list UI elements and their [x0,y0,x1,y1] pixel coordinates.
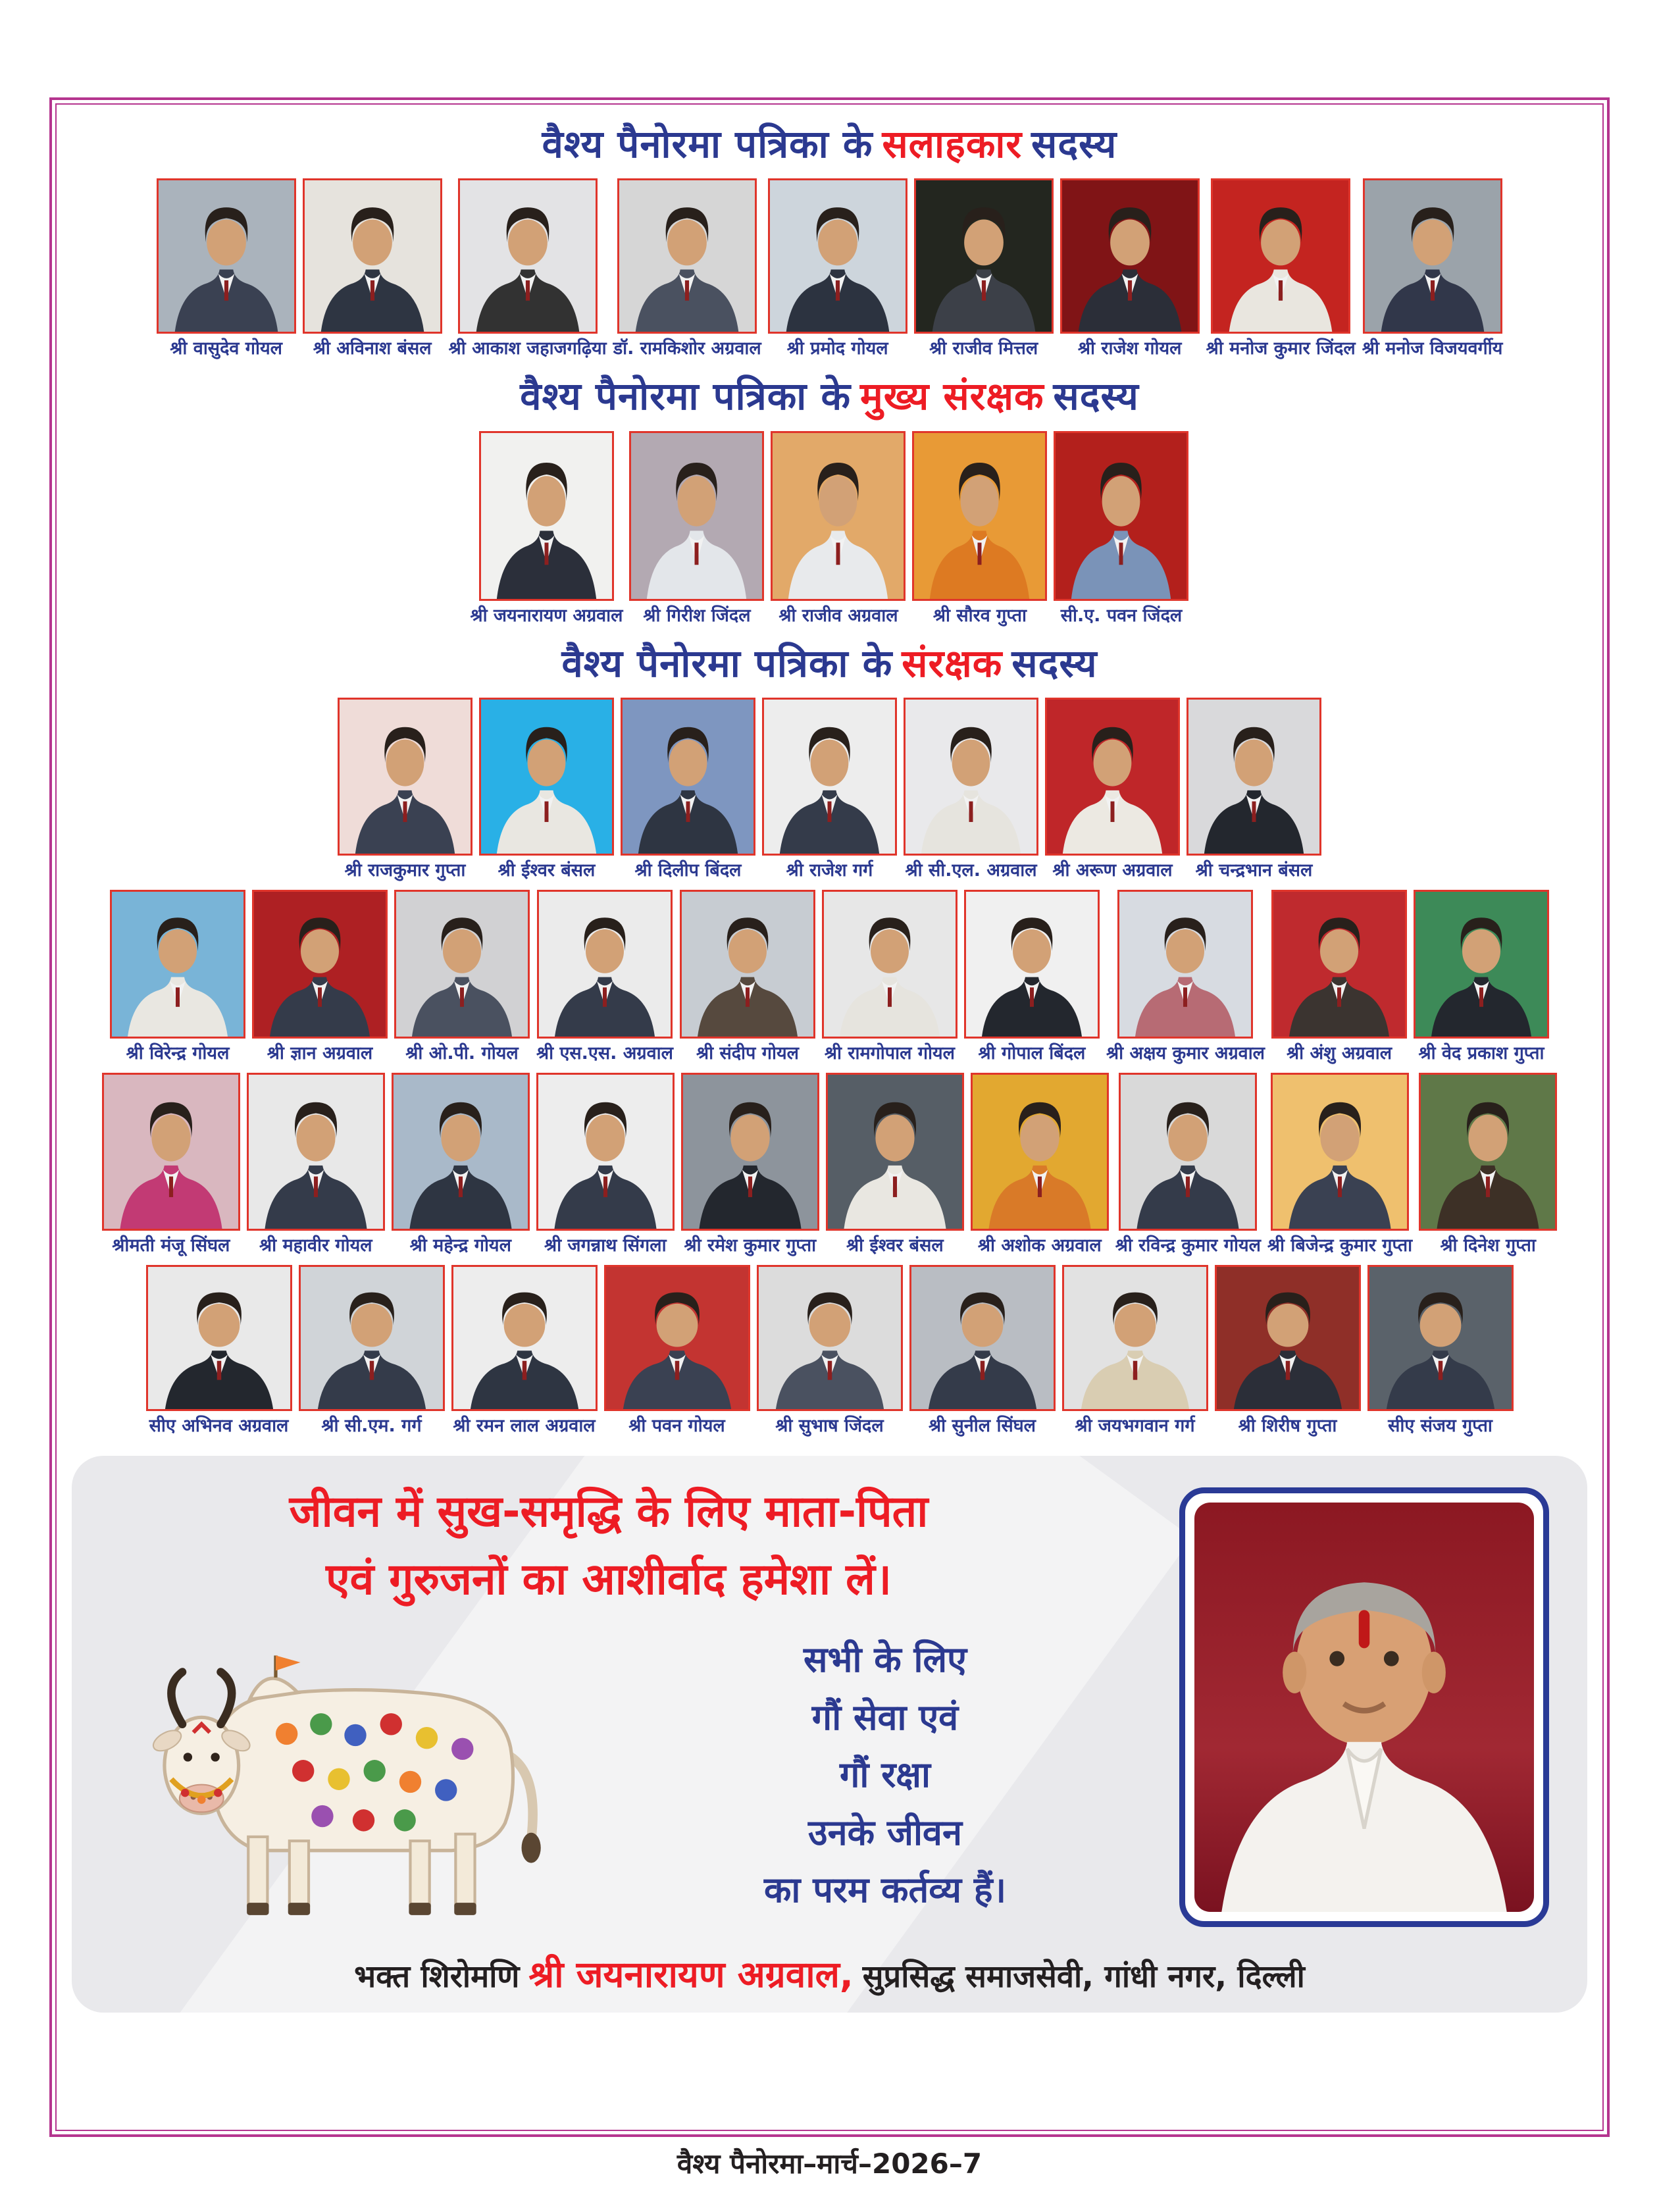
member-name: श्री शिरीष गुप्ता [1238,1416,1337,1437]
member-card [680,890,815,1064]
member-card [604,1265,750,1436]
member-name: श्री संदीप गोयल [696,1043,799,1064]
member-name: श्री राजेश गोयल [1077,338,1182,359]
member-card [536,1073,675,1256]
quote-line: का परम कर्तव्य हैं। [763,1869,1007,1911]
member-card [1115,1073,1261,1256]
member-name: श्री जयनारायण अग्रवाल [470,605,623,626]
member-name: श्री ईश्वर बंसल [846,1235,944,1256]
ad-headline-line1: जीवन में सुख-समृद्धि के लिए माता-पिता [289,1486,929,1537]
member-card [771,431,906,626]
member-name: श्री आकाश जहाजगढ़िया [448,338,607,359]
member-name: श्री सुनील सिंघल [929,1416,1036,1437]
member-card [1062,1265,1208,1436]
member-name: श्री रविन्द्र कुमार गोयल [1115,1235,1261,1256]
member-photo [680,890,815,1039]
member-name: श्री रमन लाल अग्रवाल [453,1416,596,1437]
member-photo [392,1073,530,1231]
member-card [110,890,245,1064]
member-photo [458,178,598,334]
member-card [1362,178,1503,359]
quote-line: गौं रक्षा [840,1754,931,1796]
member-name: श्री महावीर गोयल [259,1235,372,1256]
section-chief-patrons [52,372,1607,625]
caption-suffix: सुप्रसिद्ध समाजसेवी, गांधी नगर, दिल्ली [862,1959,1305,1995]
member-card [479,698,614,881]
member-photo [621,698,755,856]
member-photo [1211,178,1350,334]
member-card [338,698,472,881]
member-photo [681,1073,819,1231]
member-photo [157,178,296,334]
member-name: श्री जगन्नाथ सिंगला [544,1235,667,1256]
cow-illustration [102,1617,609,1933]
heading-suffix: सदस्य [1053,374,1139,419]
member-card [1414,890,1549,1064]
member-photo [252,890,388,1039]
caption-prefix: भक्त शिरोमणि [354,1959,520,1995]
member-name: श्री वासुदेव गोयल [170,338,282,359]
member-photo [1363,178,1502,334]
member-card [1267,1073,1412,1256]
portrait-frame [1179,1487,1549,1927]
photo-row [52,1073,1607,1256]
member-name: श्री जयभगवान गर्ग [1075,1416,1195,1437]
ad-caption [72,1949,1587,1998]
member-card [146,1265,292,1436]
member-photo [1215,1265,1361,1411]
member-name: श्री गिरीश जिंदल [643,605,751,626]
member-card [1206,178,1356,359]
member-name: श्री राजकुमार गुप्ता [344,860,466,881]
member-name: श्री एस.एस. अग्रवाल [536,1043,673,1064]
member-name: श्री ज्ञान अग्रवाल [267,1043,373,1064]
member-photo [909,1265,1056,1411]
member-name: श्री वेद प्रकाश गुप्ता [1418,1043,1544,1064]
photo-row [52,698,1607,881]
member-photo [971,1073,1109,1231]
member-name: श्री महेन्द्र गोयल [409,1235,511,1256]
photo-row [52,1265,1607,1436]
member-card [613,178,761,359]
member-card [449,178,607,359]
member-name: श्री चन्द्रभान बंसल [1195,860,1313,881]
member-card [757,1265,903,1436]
member-card [762,698,897,881]
member-name: श्रीमती मंजू सिंघल [112,1235,230,1256]
member-photo [102,1073,240,1231]
heading-chief-patrons [52,372,1607,421]
member-photo [1367,1265,1514,1411]
member-card [768,178,907,359]
member-photo [1119,1073,1257,1231]
member-card [299,1265,445,1436]
member-name: सीए संजय गुप्ता [1388,1416,1493,1437]
member-name: श्री सी.एम. गर्ग [321,1416,422,1437]
member-photo [1060,178,1200,334]
member-name: श्री अंशु अग्रवाल [1286,1043,1392,1064]
section-patrons [52,639,1607,1437]
member-name: श्री राजीव मित्तल [929,338,1038,359]
member-card [157,178,296,359]
member-photo [299,1265,445,1411]
member-photo [617,178,757,334]
member-card [536,890,673,1064]
member-photo [303,178,442,334]
member-name: श्री अरूण अग्रवाल [1052,860,1173,881]
member-photo [1271,1073,1409,1231]
member-photo [912,431,1047,601]
member-photo [1062,1265,1208,1411]
member-photo [771,431,906,601]
member-name: श्री बिजेन्द्र कुमार गुप्ता [1267,1235,1413,1256]
member-card [1045,698,1180,881]
heading-prefix: वैश्य पैनोरमा पत्रिका के [542,122,873,167]
member-card [909,1265,1056,1436]
member-name: श्री दिलीप बिंदल [634,860,742,881]
member-photo [1054,431,1188,601]
member-photo [904,698,1038,856]
member-card [964,890,1100,1064]
member-name: श्री विरेन्द्र गोयल [126,1043,230,1064]
member-card [826,1073,964,1256]
member-card [102,1073,240,1256]
member-name: श्री प्रमोद गोयल [786,338,888,359]
member-card [1054,431,1188,626]
member-photo [537,890,673,1039]
member-photo [1271,890,1407,1039]
heading-suffix: सदस्य [1011,640,1098,686]
photo-row [52,431,1607,626]
member-card [1215,1265,1361,1436]
photo-row [52,890,1607,1064]
member-card [1060,178,1200,359]
member-photo [451,1265,598,1411]
heading-prefix: वैश्य पैनोरमा पत्रिका के [561,640,893,686]
member-card [1187,698,1321,881]
member-name: श्री गोपाल बिंदल [978,1043,1086,1064]
patrons-rows [52,698,1607,1436]
member-photo [1419,1073,1557,1231]
quote-line: गौं सेवा एवं [811,1696,959,1738]
member-card [629,431,764,626]
member-photo [604,1265,750,1411]
member-name: सी.ए. पवन जिंदल [1060,605,1183,626]
member-name: श्री मनोज विजयवर्गीय [1362,338,1503,359]
member-name: श्री पवन गोयल [628,1416,725,1437]
ad-headline-line2: एवं गुरुजनों का आशीर्वाद हमेशा लें। [326,1553,892,1605]
member-card [451,1265,598,1436]
section-advisors [52,120,1607,359]
member-name: डॉ. रामकिशोर अग्रवाल [613,338,761,359]
jaynarayan-agrawal-photo [1194,1503,1534,1912]
member-photo [479,698,614,856]
member-card [471,431,623,626]
member-name: श्री रमेश कुमार गुप्ता [684,1235,817,1256]
member-name: श्री दिनेश गुप्ता [1440,1235,1536,1256]
member-photo [394,890,530,1039]
member-card [1271,890,1407,1064]
member-card [1106,890,1265,1064]
member-photo [1414,890,1549,1039]
quote-line: उनके जीवन [808,1811,962,1853]
member-card [1367,1265,1514,1436]
member-card [392,1073,530,1256]
member-card [822,890,957,1064]
member-name: श्री ईश्वर बंसल [498,860,596,881]
member-photo [826,1073,964,1231]
member-card [681,1073,819,1256]
member-card [1419,1073,1557,1256]
member-card [252,890,388,1064]
heading-patrons [52,639,1607,688]
member-photo [479,431,614,601]
heading-prefix: वैश्य पैनोरमा पत्रिका के [520,374,852,419]
member-photo [757,1265,903,1411]
member-photo [146,1265,292,1411]
member-name: श्री मनोज कुमार जिंदल [1206,338,1356,359]
member-name: श्री अक्षय कुमार अग्रवाल [1106,1043,1265,1064]
photo-row [52,178,1607,359]
member-name: श्री सौरव गुप्ता [932,605,1027,626]
member-name: श्री अशोक अग्रवाल [977,1235,1102,1256]
blessing-ad-box [72,1456,1587,2013]
ad-headline [102,1478,1115,1613]
heading-highlight: सलाहकार [882,122,1023,167]
member-name: श्री सुभाष जिंदल [775,1416,884,1437]
heading-suffix: सदस्य [1031,122,1117,167]
page-border-frame [49,97,1610,2137]
member-photo [1187,698,1321,856]
member-photo [1117,890,1253,1039]
member-card [912,431,1047,626]
member-name: श्री रामगोपाल गोयल [824,1043,955,1064]
heading-highlight: संरक्षक [902,640,1003,686]
member-name: श्री अविनाश बंसल [313,338,432,359]
member-name: श्री राजेश गर्ग [786,860,873,881]
ad-quote [609,1631,1161,1918]
heading-highlight: मुख्य संरक्षक [860,374,1044,419]
member-card [971,1073,1109,1256]
page-footer: वैश्य पैनोरमा–मार्च–2026–7 [676,2148,983,2180]
member-card [621,698,755,881]
member-name: श्री सी.एल. अग्रवाल [905,860,1037,881]
member-name: सीए अभिनव अग्रवाल [149,1416,289,1437]
member-photo [822,890,957,1039]
member-photo [914,178,1054,334]
member-card [303,178,442,359]
member-card [394,890,530,1064]
member-card [914,178,1054,359]
member-photo [110,890,245,1039]
quote-line: सभी के लिए [804,1639,967,1681]
member-photo [247,1073,385,1231]
member-photo [964,890,1100,1039]
member-photo [768,178,907,334]
chief-patrons-rows [52,431,1607,626]
member-name: श्री राजीव अग्रवाल [778,605,898,626]
member-photo [762,698,897,856]
member-photo [1045,698,1180,856]
member-card [904,698,1038,881]
advisors-rows [52,178,1607,359]
ad-content [102,1617,1161,1933]
member-photo [536,1073,675,1231]
member-photo [338,698,472,856]
member-photo [629,431,764,601]
caption-name: श्री जयनारायण अग्रवाल, [528,1953,854,1996]
heading-advisors [52,120,1607,169]
member-card [247,1073,385,1256]
member-name: श्री ओ.पी. गोयल [405,1043,519,1064]
